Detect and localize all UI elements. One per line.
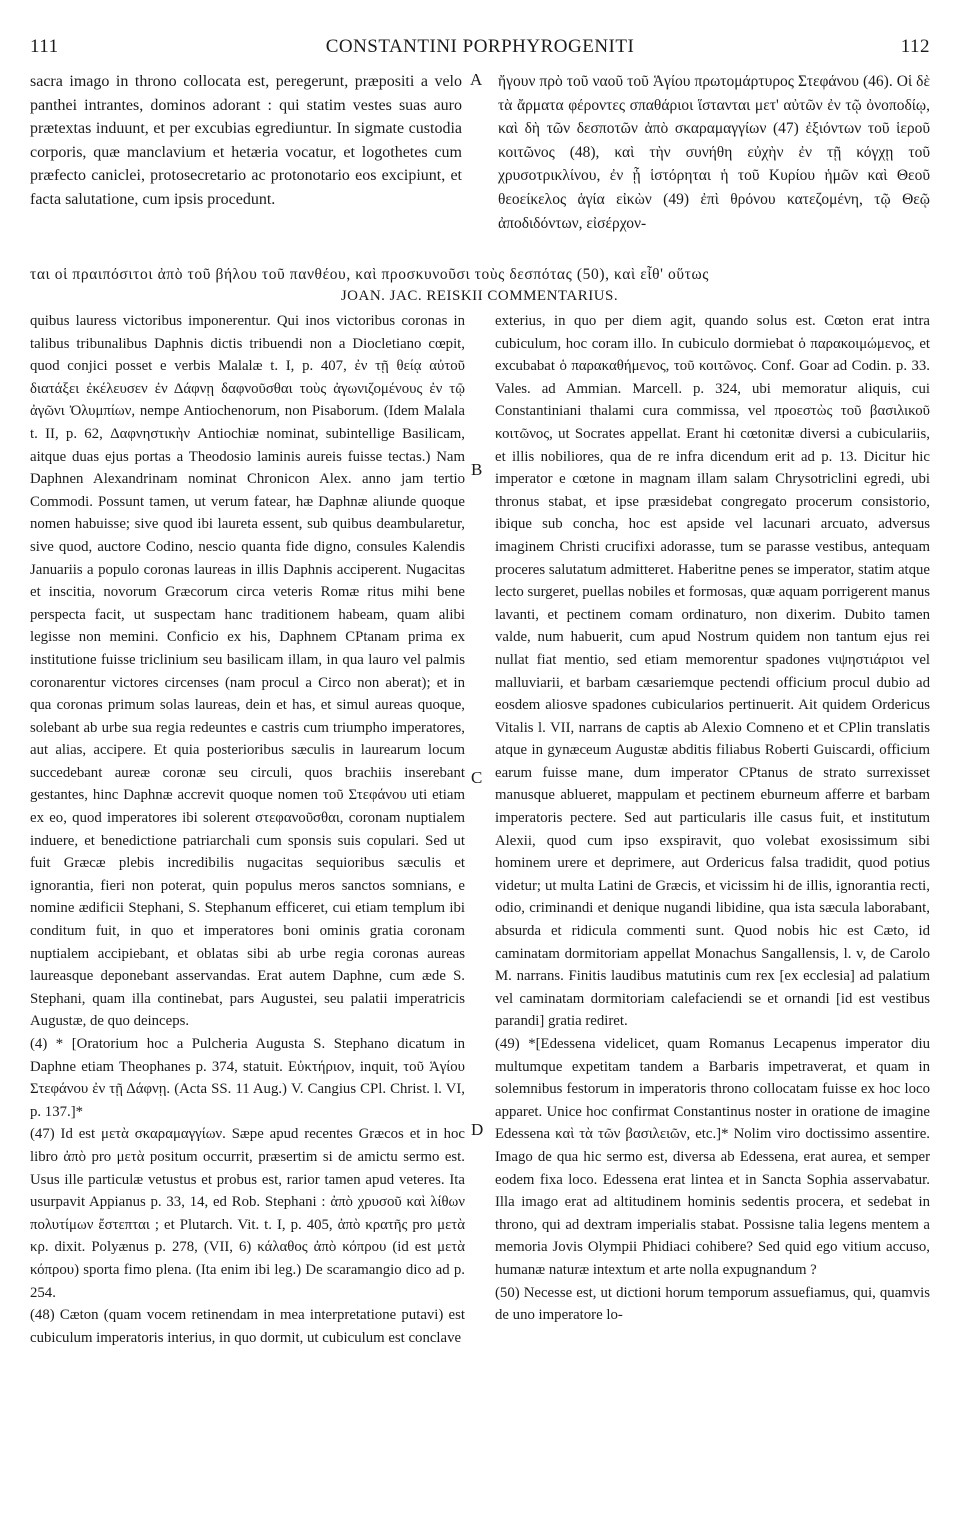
- commentary-paragraph: exterius, in quo per diem agit, quando solus est. Cœton erat intra cubiculum, hoc coram illo. In cubiculo dormiebat ὁ παρακοιμώμενος, et excubabat ὁ παρακαθήμενος, τοῦ κοιτῶνος. Conf. Goar ad Codin. p. 33. Vales. ad Ammian. Marcell. p. 324, ubi memoratur aliquis, cui Constantiniani thalami cura commissa, vel προεστὼς τοῦ βασιλικοῦ κοιτῶνος, ut Socrates appellat. Erant hi cœtonitæ diversi a cubiculariis, et illis nobiliores, qua de re infra dicendum erit ad p. 13. Dicitur hic imperator e cœtone in magnam illam salam Chrysotriclini egredi, ubi thronus stabat, et ipse præsidebat congregato procerum consistorio, ibique sub concha, hoc est apside vel lacunari arcuato, adversus imaginem Christi crucifixi adorasse, tum se parasse vestibus, antequam proceres salutatum admitteret. Haberitne penes se imperator, statim atque lecto surgeret, puellas nobiles et formosas, quæ aquam porrigerent manus lavanti, et pectinem comam ordinaturo, non dixerim. Dubito tamen valde, num habuerit, cum apud Nostrum quidem non tantum ejus rei nullat fiat mentio, sed etiam memorentur spadones νιψηστιάριοι vel malluviarii, et barbam cæsariemque pectendi officium procul dubio ad eosdem aliosve spadones cubicularios pertinuerit. Ait quidem Ordericus Vitalis l. VII, narrans de captis ab Alexio Comneno et et CPlin translatis atque in gynæceum Augustæ abditis filiabus Roberti Guiscardi, officium earum fuisse mane, dum imperator CPtanus de strato surrexisset manusque ablueret, mappulam et pectinem eburneum afferre et barbam imperatoris pectere. Sed aut particularis ille casus fuit, et institutum Alexii, quod cum ipso exspiravit, quo volebat exosissimum sibi hominem urere et deprimere, aut Ordericus falsa tradidit, quod potius videtur; ut multa Latini de Græcis, et vicissim hi de illis, ignorantia recti, odio, criminandi et denique nugandi libidine, qua ista sæcula laborabant, absurda et ridicula commenti sunt. Quod nobis hic est Cæto, id caminatam dormitoriam appellat Monachus Sangallensis, l. v, de Carolo M. narrans. Finitis laudibus matutinis cum rex [ex ecclesia] ad palatium vel caminatam dormitoriam calefaciendi se et ornandi [id est vestibus parandi] gratia rediret.: [495, 313, 930, 1030]
- greek-original: [498, 70, 930, 235]
- commentary-right-column: [495, 310, 930, 1520]
- margin-marker-c: C: [471, 768, 483, 787]
- page-number-left: 111: [30, 36, 59, 57]
- page-header: [30, 36, 930, 60]
- commentary-paragraph: (48) Cæton (quam vocem retinendam in mea interpretatione putavi) est cubiculum imperatoris interius, in quo dormit, ut cubiculum est conclave: [30, 1307, 465, 1346]
- commentary-left-column: [30, 310, 465, 1520]
- margin-marker-d: D: [471, 1120, 484, 1139]
- commentary-paragraph: (4) * [Oratorium hoc a Pulcheria Augusta S. Stephano dicatum in Daphne etiam Theophanes p. 374, statuit. Εὐκτήριον, inquit, τοῦ Ἁγίου Στεφάνου ἐν τῇ Δάφνῃ. (Acta SS. 11 Aug.) V. Cangius CPl. Christ. l. VI, p. 137.]*: [30, 1036, 465, 1120]
- commentary-heading: JOAN. JAC. REISKII COMMENTARIUS.: [340, 288, 619, 304]
- commentary-paragraph: (50) Necesse est, ut dictioni horum temporum assuefiamus, qui, quamvis de uno imperatore lo-: [495, 1284, 930, 1324]
- commentary-paragraph: quibus lauress victoribus imponerentur. Qui inos victoribus coronas in talibus tribunalibus Daphnis dictis tribuendi non a Diocletiano cœpit, quod conjici posset e verbis Malalæ t. I, p. 407, ἐν τῇ θείᾳ αὐτοῦ διατάξει ἐκέλευσεν ἐν Δάφνῃ δαφνοῦσθαι τοὺς ἀγωνιζομένους ἐν τῷ ἀγῶνι Ὀλυμπίων, nempe Antiochenorum, non Pisaborum. (Idem Malala t. II, p. 62, Δαφνηστικὴν Antiochiæ nominat, subintellige Basilicam, aitque duas ejus portas a Theodosio laminis aureis fuisse tectas.) Nam Daphnen Alexandrinam nominat Chronicon Alex. anno jam tertio Commodi. Possunt tamen, ut verum fatear, hæ Daphnæ aliunde quoque nomen habuisse; sive quod ibi laureta essent, sub quibus deambularetur, sive quod, auctore Codino, nescio quanta fide digno, consules Kalendis Januariis a populo coronas laureas in illis Daphnis acciperent. Nugacitas et inscitia, novorum Græcorum circa veteris Romæ ritus mihi bene perspecta facit, ut suspectam hanc traditionem habeam, quam alibi legisse non memini. Conficio ex his, Daphnem CPtanam prima ex institutione fuisse triclinium seu basilicam illam, in qua lauro vel palmis coronarentur victores circenses (nam procul a Circo non aberat); et in qua coronas primum solas laureas, dein et has, et simul aureas quoque, solebant ab urbe sua regia redeuntes e castris cum triumpho imperatores, aut alias, accipere. Et quia posterioribus sæculis in laurearum locum succedebant aureæ coronæ seu circuli, quos brachiis inserebant gestantes, hinc Daphnæ accrevit quoque nomen τοῦ Στεφάνου uti etiam ex eo, quod imperatores ibi solerent στεφανοῦσθαι, coronam nuptialem induere, et benedictione patriarchali cum sponsis suis copulari. Sed ut fuit Græcæ plebis incredibilis nugacitas sequioribus sæculis et ignorantia, fieri non poterat, quin populus meros sanctos somnians, e nomine ædificii Stephani, S. Stephanum efficeret, cui etiam templum ibi conditum fuit, in quo et imperatores boni ominis gratia coronam nuptialem accipiebant, et oblatas sibi ab urbe regia coronas aureas laureasque deponebant asservandas. Erat autem Daphne, cum æde S. Stephani, quam illa continebat, pars Augustei, seu palatii imperatricis Augustæ, de quo deinceps.: [30, 313, 465, 1030]
- greek-paragraph: ἤγουν πρὸ τοῦ ναοῦ τοῦ Ἁγίου πρωτομάρτυρος Στεφάνου (46). Οἱ δὲ τὰ ἄρματα φέροντες σπαθάριοι ἵστανται μετ' αὐτῶν ἐν τῷ ὀνοποδίῳ, καὶ δὴ τῶν δεσποτῶν ἀπὸ σκαραμαγγίων (47) ἐξιόντων τοῦ ἱεροῦ κοιτῶνος (48), καὶ τὴν συνήθη εὐχὴν ἐν τῇ κόγχῃ τοῦ χρυσοτρικλίνου, ἐν ᾗ ἱστόρηται ἡ τοῦ Κυρίου ἡμῶν καὶ Θεοῦ θεοείκελος ἁγία εἰκὼν (49) ἐπὶ θρόνου κατεζομένη, τῷ Θεῷ ἀποδιδόντων, εἰσέρχον-: [498, 73, 930, 232]
- margin-marker-b: B: [471, 460, 483, 479]
- commentary-paragraph: (47) Id est μετὰ σκαραμαγγίων. Sæpe apud recentes Græcos et in hoc libro ἀπὸ pro μετὰ positum occurrit, præsertim si de amictu sermo est. Usus ille particulæ vetustus et probus est, rarior tamen apud veteres. Ita usurpavit Appianus p. 33, 14, ed Rob. Stephani : ἀπὸ χρυσοῦ καὶ λίθων πολυτίμων ἔστεπται ; et Plutarch. Vit. t. I, p. 405, ἀπὸ κρατῆς pro μετὰ κρ. dixit. Polyænus p. 278, (VII, 6) κάλαθος ἀπὸ κόπρου (id est μετὰ κόπρου) sporta fimo plena. (Ita enim ibi leg.) De scaramangio dico ad p. 254.: [30, 1126, 465, 1301]
- latin-paragraph: sacra imago in throno collocata est, peregerunt, præpositi a velo panthei intrantes, dominos adorant : qui statim vestes suas auro prætextas induunt, et per excubias egrediuntur. In sigmate custodia corporis, quæ manclavium et hetæria vocatur, et logothetes cum præfecto caniclei, protosecretario ac protonotario eos excipiunt, et facta salutatione, cum ipsis procedunt.: [30, 73, 462, 208]
- latin-translation: [30, 70, 462, 212]
- running-title: CONSTANTINI PORPHYROGENITI: [325, 36, 635, 57]
- margin-marker-a: A: [470, 70, 483, 89]
- greek-full-width-line: ται οἱ πραιπόσιτοι ἀπὸ τοῦ βήλου τοῦ πανθέου, καὶ προσκυνοῦσι τοὺς δεσπότας (50), καὶ εἶθ' οὕτως: [30, 266, 710, 283]
- main-text-block: [30, 70, 930, 280]
- page-number-right: 112: [900, 36, 930, 57]
- commentary-paragraph: (49) *[Edessena videlicet, quam Romanus Lecapenus imperator diu multumque expetitam tandem a Barbaris impetraverat, et quam in solemnibus festorum in imperatoris throno collocatam fuisse ex hoc loco apparet. Unice hoc confirmat Constantinus noster in oratione de imagine Edessena καὶ τὰ τῶν βασιλειῶν, etc.]* Nolim viro doctissimo assentire. Imago de qua hic sermo est, diversa ab Edessena, erat aurea, et semper eodem fixa loco. Edessena erat lintea et in Sancta Sophia asservabatur. Illa imago erat ad altitudinem hominis sedentis procera, et sedebat in throno, qui ad dextram imperialis stabat. Possisne talia legens mentem a memoria Jovis Olympii Phidiaci cohibere? Sed quid ego vitium accuso, humanæ naturæ intextum et arte nolla expugnandum ?: [495, 1036, 930, 1278]
